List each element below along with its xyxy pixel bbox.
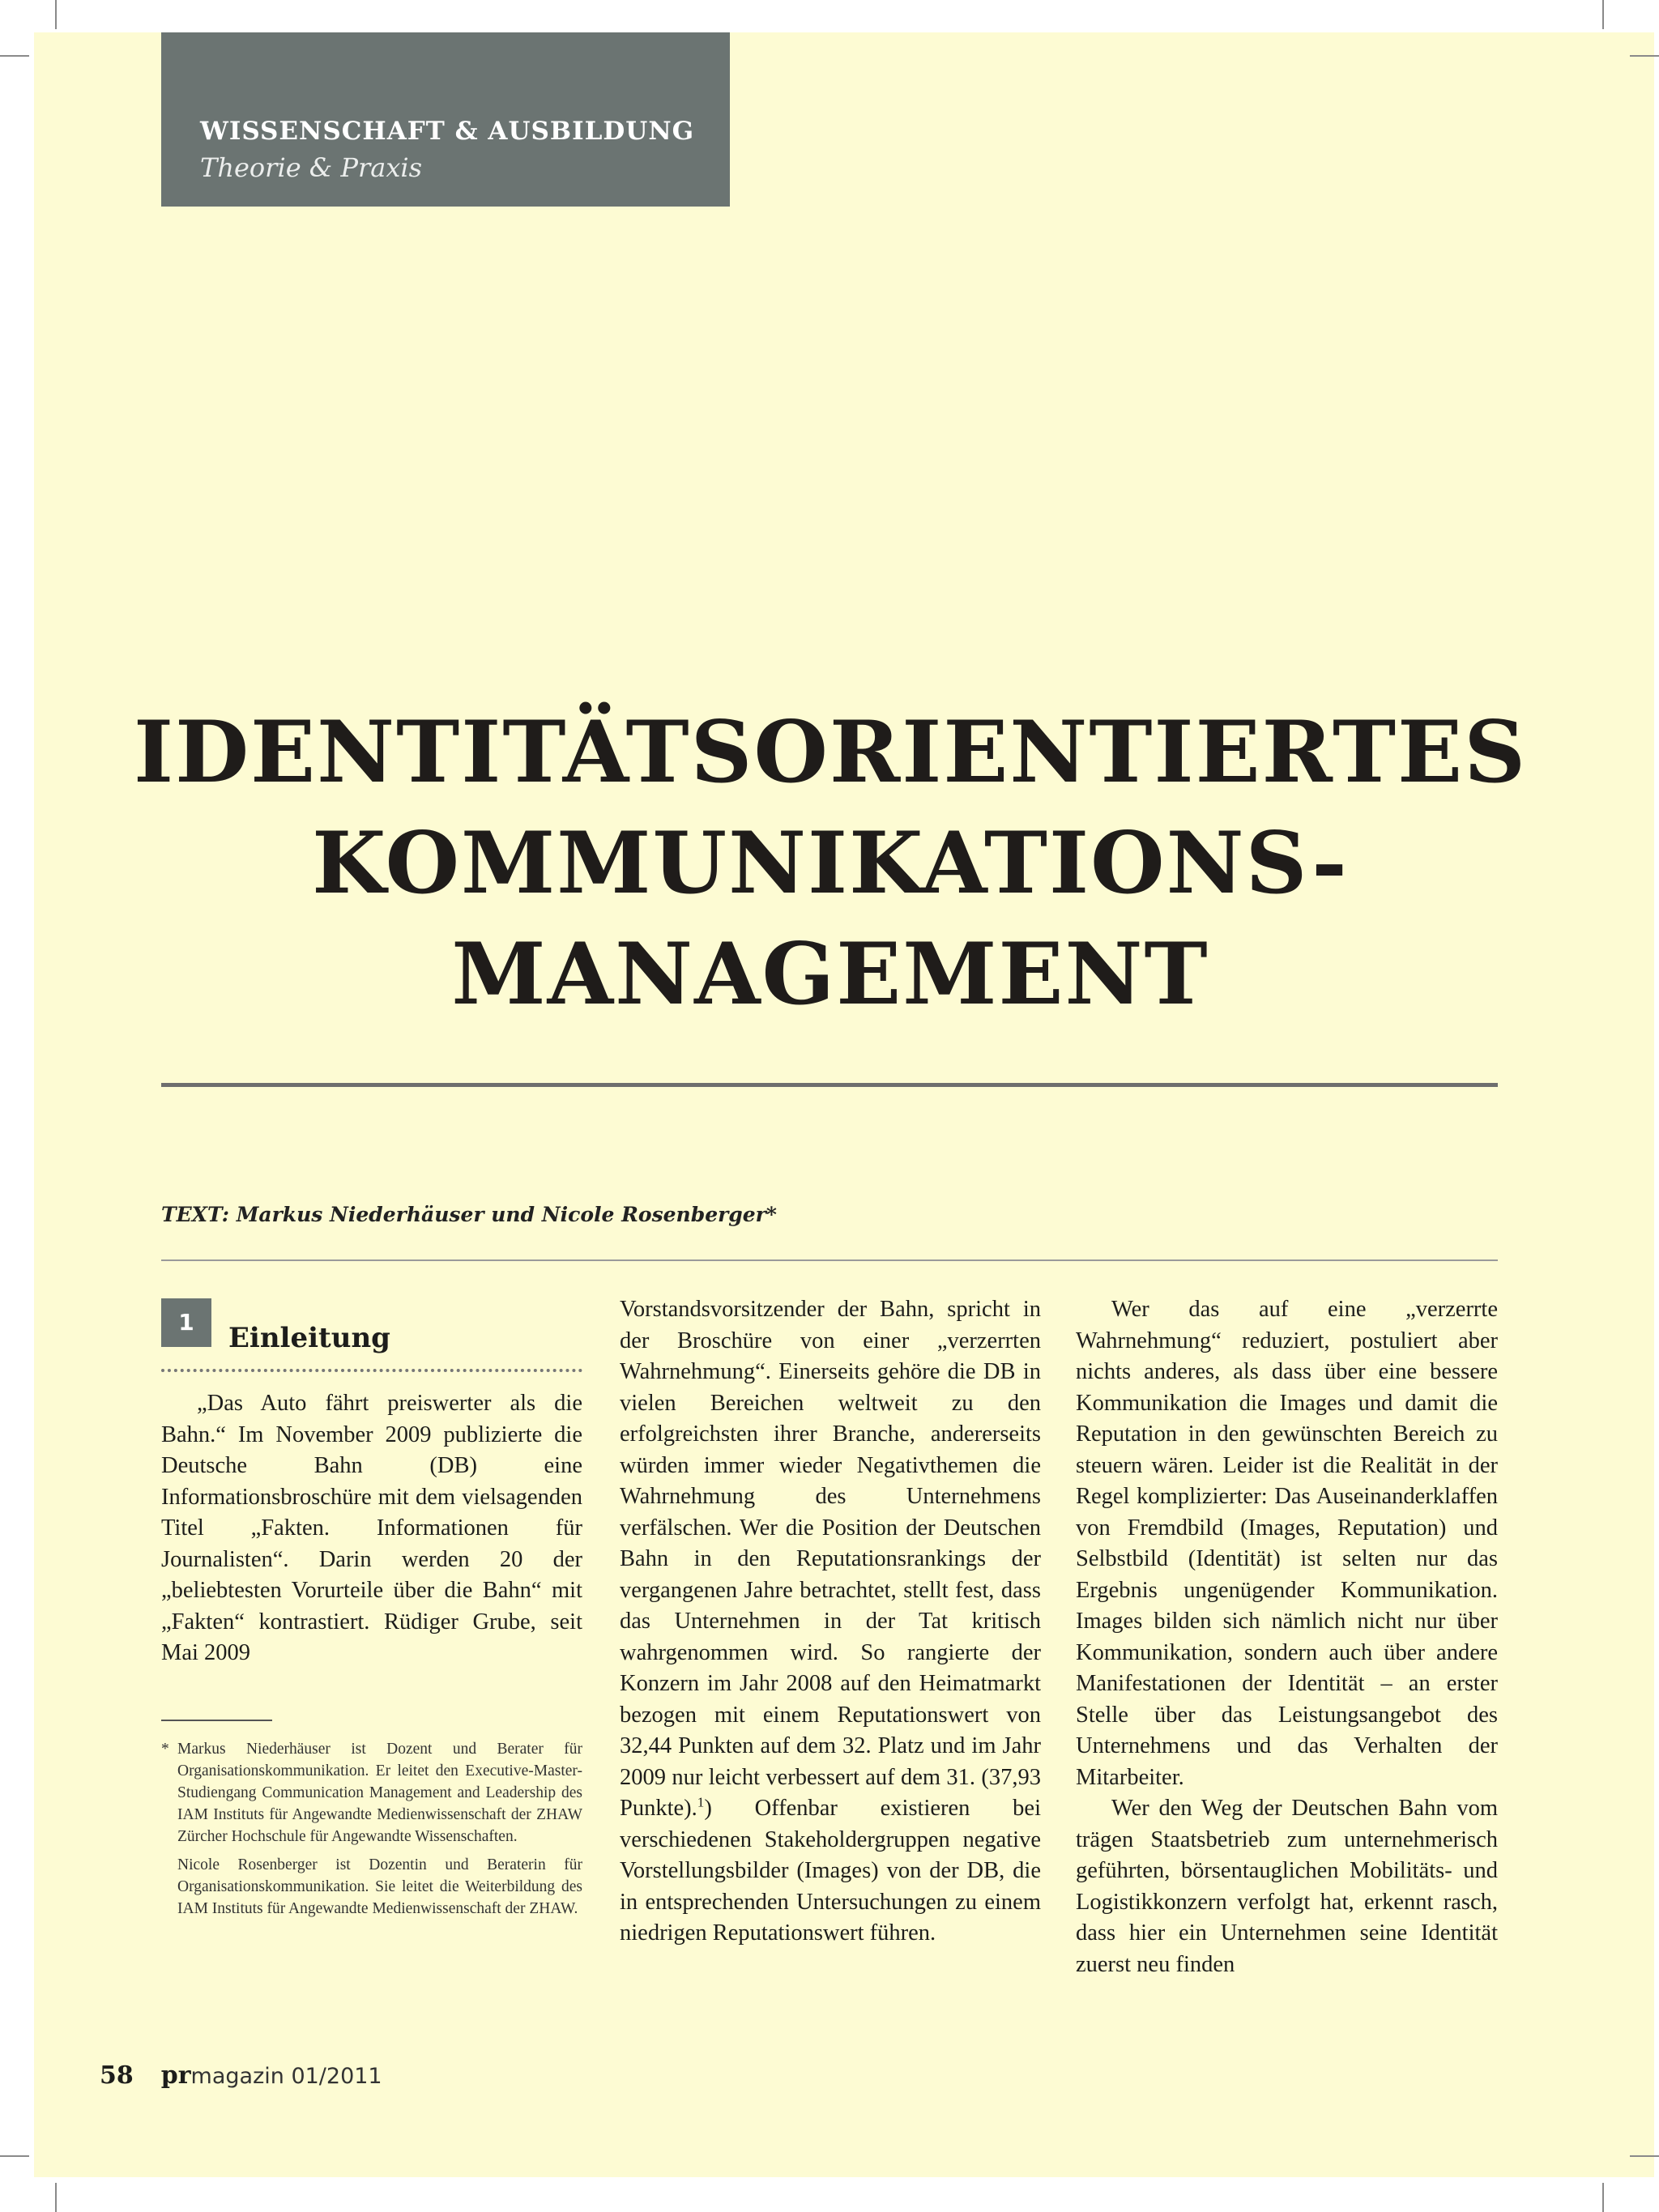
byline-divider	[161, 1259, 1498, 1261]
paragraph: Wer den Weg der Deutschen Bahn vom trägen Staatsbetrieb zum unternehmerisch geführten, börsentauglichen Mobilitäts- und Logistikkonzern verfolgt hat, erkennt rasch, dass hier ein Unternehmen seine Identität zuerst neu finden	[1076, 1796, 1498, 1977]
footnote	[161, 1738, 582, 1926]
crop-mark	[1602, 2183, 1604, 2212]
crop-mark	[55, 0, 57, 29]
paragraph: Wer das auf eine „verzerrte Wahrnehmung“ reduziert, postuliert aber nichts anderes, als dass über eine bessere Kommunikation die Images und damit die Reputation in den gewünschten Bereich zu steuern wären. Leider ist die Realität in der Regel komplizierter: Das Auseinanderklaffen von Fremdbild (Images, Reputation) und Selbstbild (Identität) ist selten nur das Ergebnis ungenügender Kommunikation. Images bilden sich nämlich nicht nur über Kommunikation, sondern auch über andere Manifestationen der Identität – an erster Stelle über das Leistungsangebot des Unternehmens und das Verhalten der Mitarbeiter.	[1076, 1297, 1498, 1790]
section-number-badge: 1	[161, 1298, 211, 1347]
crop-mark	[55, 2183, 57, 2212]
magazine-issue: magazin 01/2011	[190, 2064, 382, 2089]
crop-mark	[1630, 2155, 1659, 2157]
headline-line-2: KOMMUNIKATIONS-	[312, 812, 1349, 913]
article-headline	[122, 697, 1539, 1029]
crop-mark	[1602, 0, 1604, 29]
section-subtitle: Theorie & Praxis	[200, 152, 423, 183]
footnote-rule	[161, 1720, 272, 1721]
paragraph: „Das Auto fährt preiswerter als die Bahn.“ Im November 2009 publizierte die Deutsche Bahn (DB) eine Informationsbroschüre mit dem vielsagenden Titel „Fakten. Informationen für Journalisten“. Darin werden 20 der „beliebtesten Vorurteile über die Bahn“ mit „Fakten“ kontrastiert. Rüdiger Grube, seit Mai 2009	[161, 1391, 582, 1665]
footnote-marker: *	[161, 1741, 169, 1758]
headline-line-3: MANAGEMENT	[451, 923, 1209, 1024]
footnote-paragraph: Markus Niederhäuser ist Dozent und Berater für Organisationskommunikation. Er leitet den Executive-Master-Studiengang Communication Management and Leadership des IAM Instituts für Angewandte Medienwissenschaft der ZHAW Zürcher Hochschule für Angewandte Wissenschaften.	[177, 1741, 582, 1845]
paragraph	[620, 1294, 1041, 1950]
headline-line-1: IDENTITÄTSORIENTIERTES	[133, 701, 1528, 802]
text-column-3	[1076, 1294, 1498, 1980]
footnote-paragraph: Nicole Rosenberger ist Dozentin und Beraterin für Organisationskommunikation. Sie leitet die Weiterbildung des IAM Instituts für Angewandte Medienwissenschaft der ZHAW.	[177, 1856, 582, 1917]
section-header-box	[161, 32, 730, 207]
crop-mark	[0, 55, 29, 57]
byline: TEXT: Markus Niederhäuser und Nicole Rosenberger*	[161, 1203, 777, 1226]
dotted-divider	[161, 1369, 582, 1372]
text-column-1	[161, 1388, 582, 1669]
crop-mark	[1630, 55, 1659, 57]
section-heading: Einleitung	[228, 1322, 390, 1354]
magazine-brand-bold: pr	[160, 2061, 191, 2090]
page-footer	[100, 2061, 382, 2090]
paragraph-text: ) Offenbar existieren bei verschiedenen Stakeholdergruppen negative Vorstellungsbilder (Images) von der DB, die in entsprechenden Untersuchungen zu einem niedrigen Reputationswert führen.	[620, 1796, 1041, 1946]
headline-divider	[161, 1083, 1498, 1087]
section-title: WISSENSCHAFT & AUSBILDUNG	[200, 117, 695, 146]
page-number: 58	[100, 2061, 134, 2090]
text-column-2	[620, 1294, 1041, 1950]
footnote-reference: 1	[697, 1794, 705, 1810]
paragraph-text: Vorstandsvorsitzender der Bahn, spricht in der Broschüre von einer „verzerrten Wahrnehmung“. Einerseits gehöre die DB in vielen Bereichen weltweit zu den erfolgreichsten ihrer Branche, andererseits würden immer wieder Negativthemen die Wahrnehmung des Unternehmens verfälschen. Wer die Position der Deutschen Bahn in den Reputationsrankings der vergangenen Jahre betrachtet, stellt fest, dass das Unternehmen in der Tat kritisch wahrgenommen wird. So rangierte der Konzern im Jahr 2008 auf den Heimatmarkt bezogen mit einem Reputationswert von 32,44 Punkten auf dem 32. Platz und im Jahr 2009 nur leicht verbessert auf dem 31. (37,93 Punkte).	[620, 1297, 1041, 1821]
crop-mark	[0, 2155, 29, 2157]
